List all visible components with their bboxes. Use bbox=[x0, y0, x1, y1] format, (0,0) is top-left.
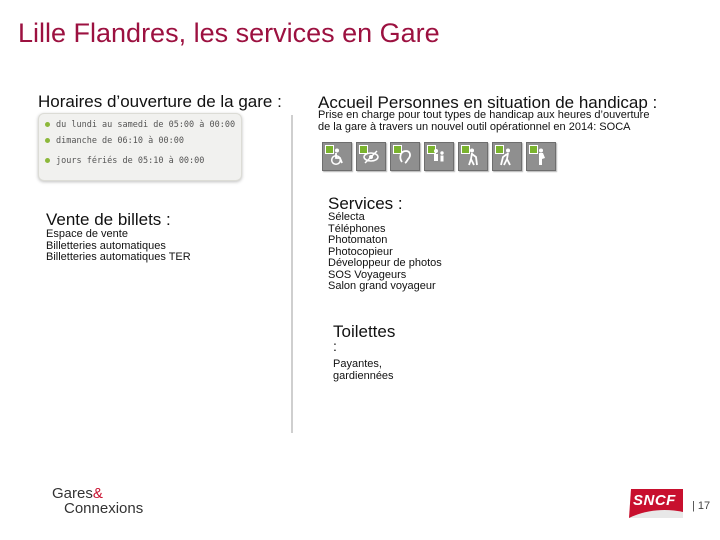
billets-list bbox=[46, 229, 191, 264]
walking-cane-icon bbox=[492, 142, 522, 171]
page-number: | 17 bbox=[692, 500, 711, 512]
bullet-icon bbox=[45, 138, 50, 143]
accueil-heading: Accueil Personnes en situation de handicap : bbox=[318, 93, 658, 112]
list-item: Photomaton bbox=[328, 234, 388, 246]
horaires-heading: Horaires d’ouverture de la gare : bbox=[38, 92, 282, 111]
list-item: Photocopieur bbox=[328, 245, 393, 258]
list-item: Développeur de photos bbox=[328, 257, 442, 269]
list-item: Espace de vente bbox=[46, 228, 128, 240]
billets-heading: Vente de billets : bbox=[46, 210, 171, 229]
services-heading: Services : bbox=[328, 194, 403, 213]
hours-row: dimanche de 06:10 à 00:00 bbox=[45, 136, 184, 146]
list-item: Téléphones bbox=[328, 222, 386, 235]
visual-impairment-icon bbox=[356, 142, 386, 171]
hearing-impairment-icon bbox=[390, 142, 420, 171]
wheelchair-icon bbox=[322, 142, 352, 171]
toilettes-list bbox=[333, 359, 394, 382]
accueil-text: Prise en charge pour tout types de handicap aux heures d’ouverture de la gare à travers un nouvel outil opérationnel en 2014: SOCA bbox=[318, 109, 650, 133]
list-item: Salon grand voyageur bbox=[328, 280, 436, 292]
elderly-person-icon bbox=[458, 142, 488, 171]
toilettes-colon: : bbox=[333, 338, 337, 354]
page-title: Lille Flandres, les services en Gare bbox=[18, 18, 440, 48]
sncf-logo: SNCF bbox=[627, 488, 685, 519]
list-item: Payantes, bbox=[333, 358, 382, 370]
list-item: Billetteries automatiques bbox=[46, 239, 166, 252]
opening-hours-panel bbox=[38, 113, 242, 181]
list-item: Sélecta bbox=[328, 211, 365, 223]
pregnant-person-icon bbox=[526, 142, 556, 171]
list-item: Billetteries automatiques TER bbox=[46, 251, 191, 263]
column-divider bbox=[291, 115, 293, 433]
toilettes-heading: Toilettes bbox=[333, 322, 396, 341]
hours-row: du lundi au samedi de 05:00 à 00:00 bbox=[45, 120, 235, 130]
services-list bbox=[328, 212, 442, 293]
gares-connexions-logo: Gares& Connexions bbox=[52, 485, 144, 517]
bullet-icon bbox=[45, 158, 50, 163]
list-item: SOS Voyageurs bbox=[328, 268, 407, 281]
hours-row: jours fériés de 05:10 à 00:00 bbox=[45, 156, 204, 166]
accessibility-icons bbox=[322, 142, 556, 171]
bullet-icon bbox=[45, 122, 50, 127]
list-item: gardiennées bbox=[333, 369, 394, 382]
cognitive-impairment-icon bbox=[424, 142, 454, 171]
